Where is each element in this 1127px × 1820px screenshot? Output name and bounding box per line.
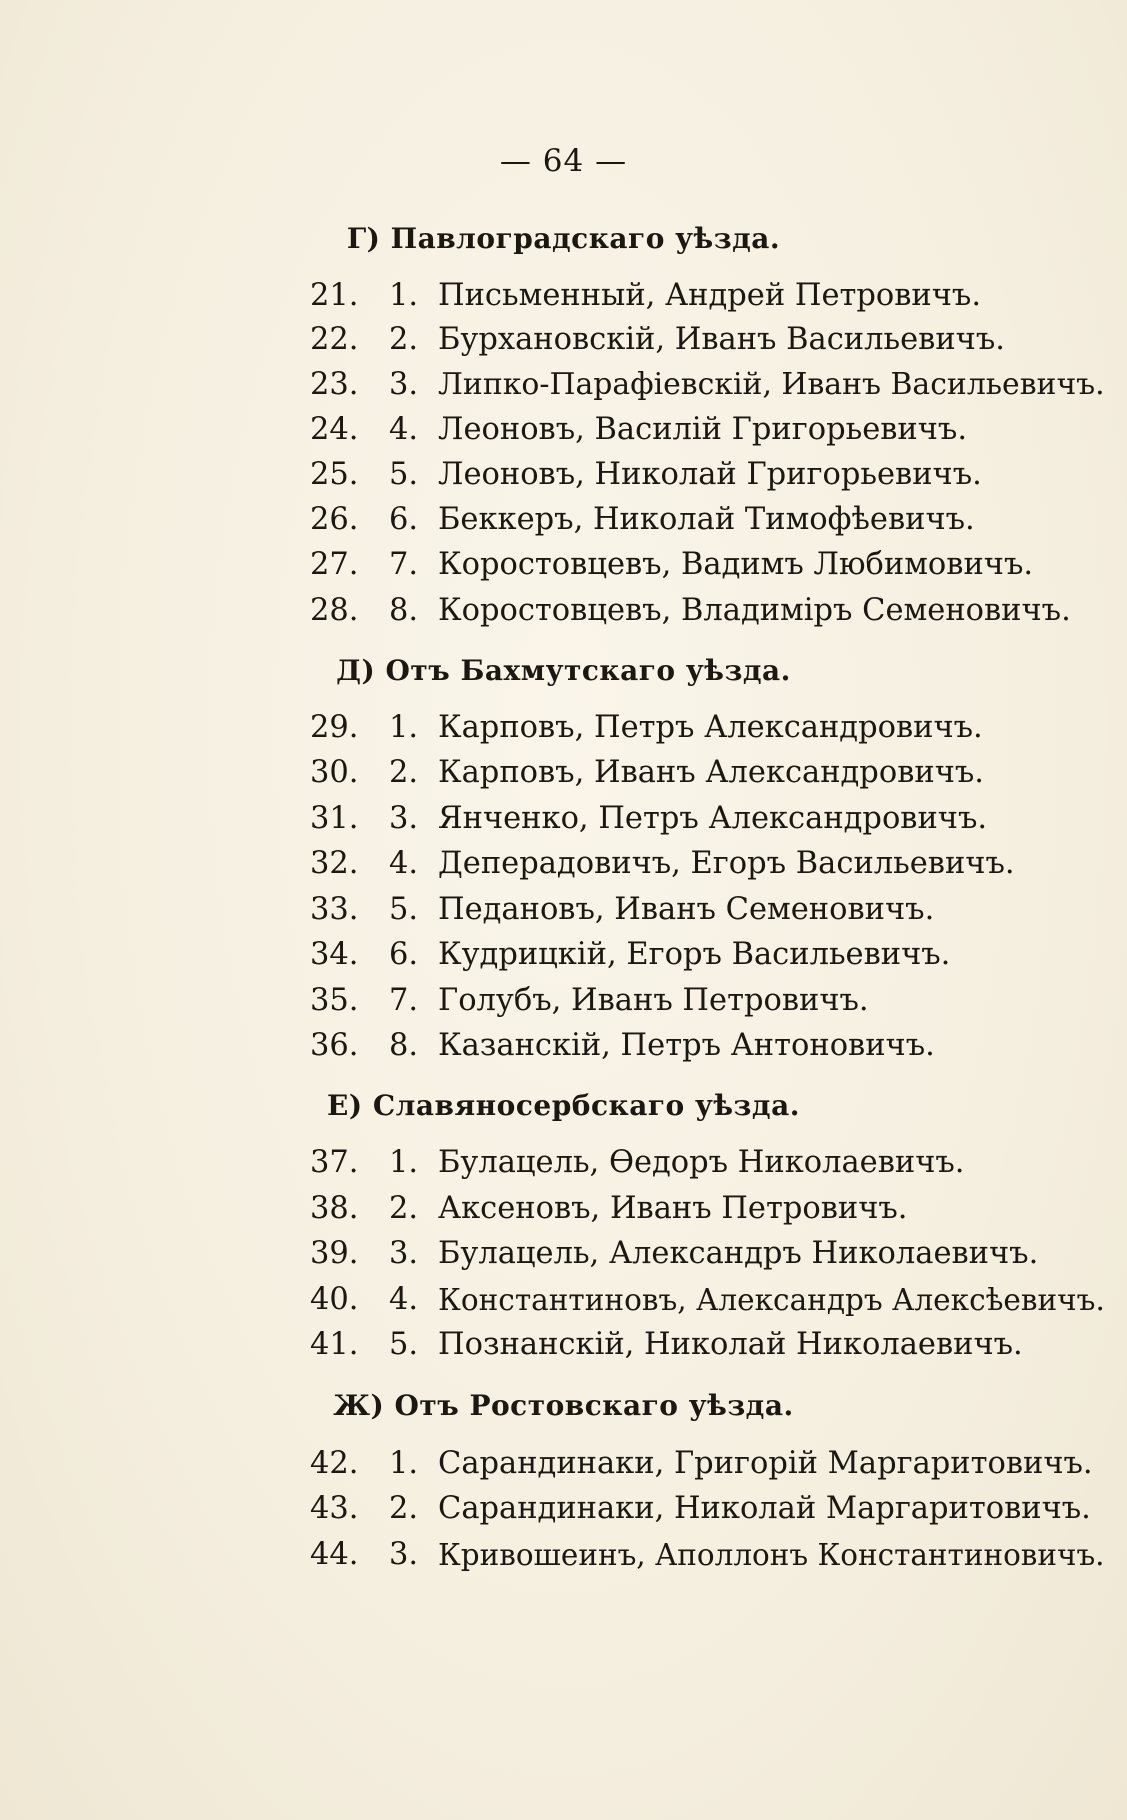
- entry-local-number: 6.: [389, 502, 419, 537]
- entry-name: Леоновъ, Николай Григорьевичъ.: [438, 457, 982, 492]
- entry-name: Аксеновъ, Иванъ Петровичъ.: [438, 1191, 908, 1226]
- entry-number: 31.: [310, 801, 359, 836]
- entry-name: Познанскій, Николай Николаевичъ.: [438, 1327, 1023, 1362]
- entry-name: Голубъ, Иванъ Петровичъ.: [438, 983, 869, 1018]
- entry-number: 43.: [310, 1491, 359, 1526]
- entry-number: 29.: [310, 710, 359, 745]
- entry-local-number: 7.: [389, 983, 419, 1018]
- entry-name: Сарандинаки, Григорій Маргаритовичъ.: [438, 1446, 1093, 1481]
- entry-local-number: 3.: [389, 801, 419, 836]
- entry-number: 27.: [310, 547, 359, 582]
- entry-local-number: 4.: [389, 846, 419, 881]
- entry-local-number: 3.: [389, 367, 419, 402]
- entry-name: Кривошеинъ, Аполлонъ Константиновичъ.: [438, 1538, 1105, 1572]
- entry-name: Леоновъ, Василій Григорьевичъ.: [438, 412, 968, 447]
- entry-name: Булацель, Ѳедоръ Николаевичъ.: [438, 1145, 965, 1180]
- entry-name: Казанскій, Петръ Антоновичъ.: [438, 1028, 935, 1063]
- entry-name: Янченко, Петръ Александровичъ.: [438, 801, 988, 836]
- entry-local-number: 4.: [389, 412, 419, 447]
- entry-number: 32.: [310, 846, 359, 881]
- entry-number: 44.: [310, 1537, 359, 1572]
- entry-name: Сарандинаки, Николай Маргаритовичъ.: [438, 1491, 1091, 1526]
- entry-number: 21.: [310, 278, 359, 313]
- entry-name: Карповъ, Петръ Александровичъ.: [438, 710, 983, 745]
- entry-local-number: 5.: [389, 457, 419, 492]
- entry-local-number: 2.: [389, 1491, 419, 1526]
- entry-number: 30.: [310, 755, 359, 790]
- entry-local-number: 1.: [389, 278, 419, 313]
- section-heading: Ж) Отъ Ростовскаго уѣзда.: [333, 1389, 794, 1422]
- entry-name: Кудрицкій, Егоръ Васильевичъ.: [438, 937, 951, 972]
- entry-number: 22.: [310, 322, 359, 357]
- entry-name: Письменный, Андрей Петровичъ.: [438, 278, 982, 313]
- entry-number: 25.: [310, 457, 359, 492]
- entry-local-number: 2.: [389, 322, 419, 357]
- entry-local-number: 1.: [389, 1145, 419, 1180]
- entry-number: 24.: [310, 412, 359, 447]
- entry-local-number: 3.: [389, 1537, 419, 1572]
- entry-number: 26.: [310, 502, 359, 537]
- entry-local-number: 5.: [389, 892, 419, 927]
- page-number: — 64 —: [499, 143, 628, 179]
- section-heading: Г) Павлоградскаго уѣзда.: [346, 222, 781, 255]
- section-heading: Е) Славяносербскаго уѣзда.: [327, 1089, 800, 1122]
- entry-local-number: 8.: [389, 1028, 419, 1063]
- entry-local-number: 5.: [389, 1327, 419, 1362]
- entry-local-number: 7.: [389, 547, 419, 582]
- entry-number: 33.: [310, 892, 359, 927]
- entry-name: Деперадовичъ, Егоръ Васильевичъ.: [438, 846, 1015, 881]
- entry-name: Булацель, Александръ Николаевичъ.: [438, 1236, 1039, 1271]
- entry-local-number: 4.: [389, 1282, 419, 1317]
- entry-name: Педановъ, Иванъ Семеновичъ.: [438, 892, 935, 927]
- section-heading: Д) Отъ Бахмутскаго уѣзда.: [336, 654, 791, 687]
- entry-name: Липко-Парафіевскій, Иванъ Васильевичъ.: [438, 367, 1105, 402]
- entry-local-number: 3.: [389, 1236, 419, 1271]
- entry-local-number: 6.: [389, 937, 419, 972]
- entry-local-number: 2.: [389, 1191, 419, 1226]
- entry-name: Бурхановскій, Иванъ Васильевичъ.: [438, 322, 1005, 357]
- entry-name: Коростовцевъ, Владиміръ Семеновичъ.: [438, 593, 1071, 628]
- entry-name: Константиновъ, Александръ Алексѣевичъ.: [438, 1283, 1105, 1317]
- entry-number: 34.: [310, 937, 359, 972]
- entry-name: Карповъ, Иванъ Александровичъ.: [438, 755, 984, 790]
- entry-number: 35.: [310, 983, 359, 1018]
- entry-local-number: 1.: [389, 710, 419, 745]
- entry-number: 37.: [310, 1145, 359, 1180]
- entry-number: 23.: [310, 367, 359, 402]
- entry-number: 28.: [310, 593, 359, 628]
- entry-number: 41.: [310, 1327, 359, 1362]
- entry-number: 42.: [310, 1446, 359, 1481]
- entry-name: Коростовцевъ, Вадимъ Любимовичъ.: [438, 547, 1034, 582]
- entry-number: 38.: [310, 1191, 359, 1226]
- entry-number: 36.: [310, 1028, 359, 1063]
- entry-local-number: 8.: [389, 593, 419, 628]
- entry-number: 40.: [310, 1282, 359, 1317]
- entry-name: Беккеръ, Николай Тимофѣевичъ.: [438, 502, 975, 537]
- entry-number: 39.: [310, 1236, 359, 1271]
- entry-local-number: 1.: [389, 1446, 419, 1481]
- entry-local-number: 2.: [389, 755, 419, 790]
